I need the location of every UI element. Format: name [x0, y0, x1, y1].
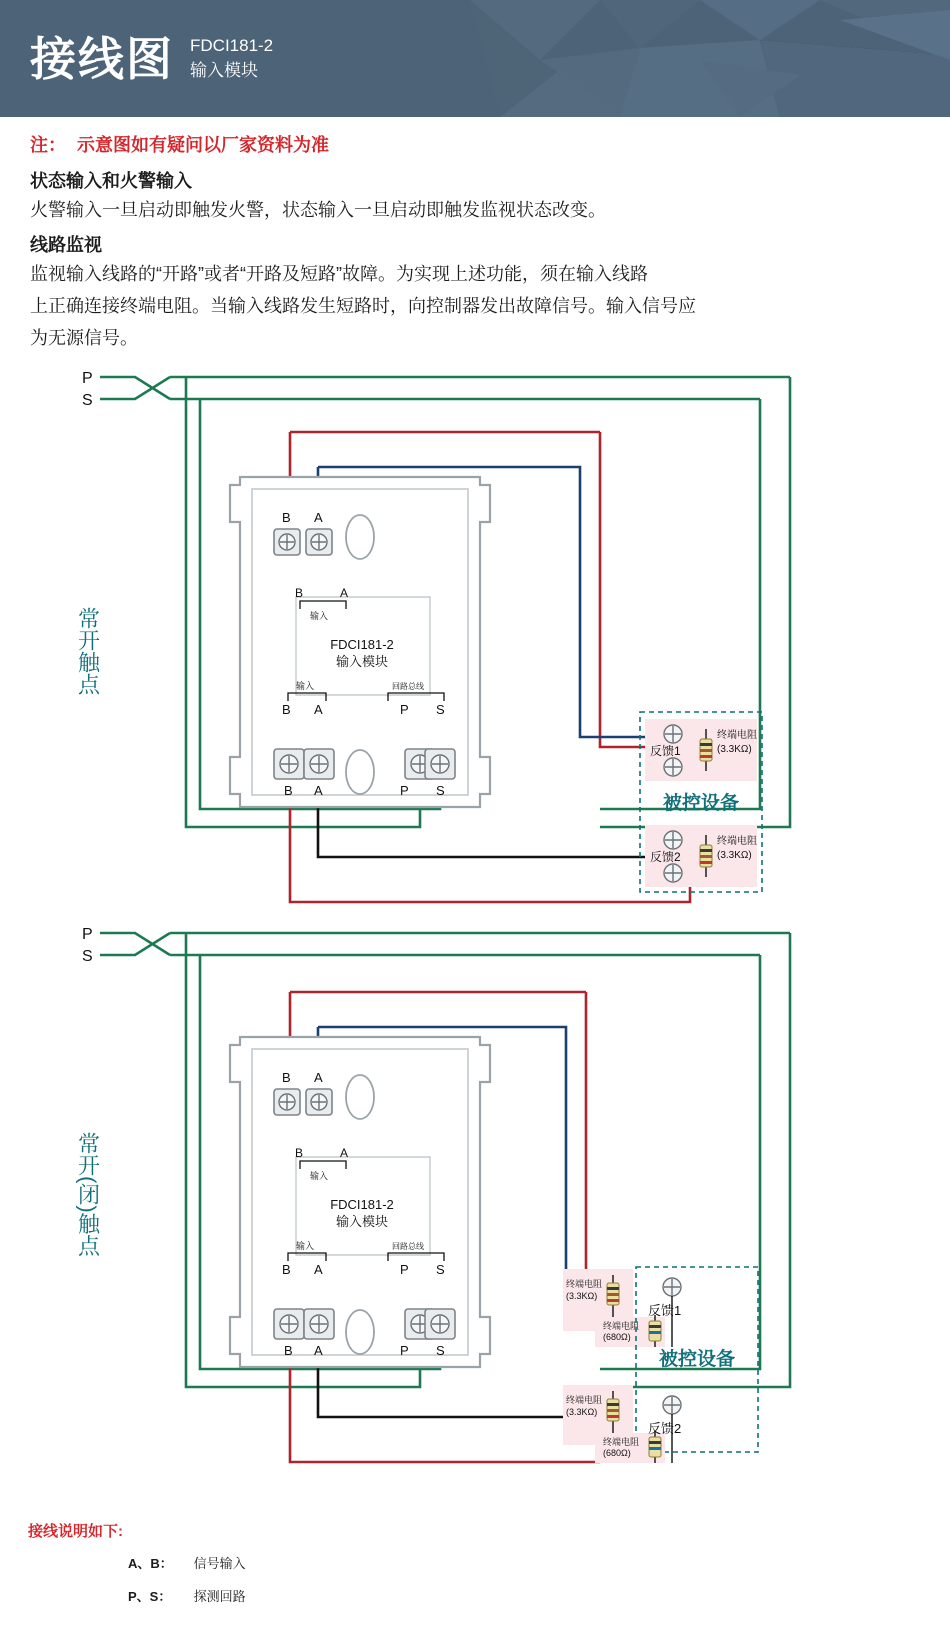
d2-inner-bottom-left-caption: 输入: [296, 1240, 315, 1251]
d2-bottom-terminal-a: A: [314, 1342, 323, 1358]
wiring-legend: [0, 1520, 950, 1629]
d2-device-fb2: 反馈2: [648, 1420, 682, 1436]
d2-inner-top-caption: 输入: [310, 1170, 329, 1181]
d1-device-fb1: 反馈1: [650, 743, 681, 758]
d2-res1-value: (3.3KΩ): [566, 1290, 598, 1301]
d1-side-label: 常开触点: [75, 606, 101, 695]
d2-res3-label: 终端电阻: [566, 1394, 603, 1405]
page-title: 接线图: [30, 32, 174, 85]
d2-top-terminal-b: B: [282, 1069, 291, 1085]
d2-bottom-terminal-b: B: [284, 1342, 293, 1358]
d2-res3-value: (3.3KΩ): [566, 1406, 598, 1417]
d2-device-title: 被控设备: [658, 1348, 736, 1370]
d2-res1-label: 终端电阻: [566, 1278, 603, 1289]
diagram-2-svg: [0, 917, 950, 1477]
d1-bottom-terminal-p: P: [400, 782, 409, 798]
d1-bottom-terminal-b: B: [284, 782, 293, 798]
d2-module-name: FDCI181-2: [330, 1196, 394, 1212]
d1-res1-label: 终端电阻: [717, 729, 757, 741]
d1-inner-top-b: B: [295, 585, 304, 600]
d2-bus-label-s: S: [82, 947, 93, 965]
legend-row-1-key: A、B：: [128, 1556, 173, 1571]
diagram-1-svg: [0, 357, 950, 917]
d1-bus-label-s: S: [82, 391, 93, 409]
d1-module-type: 输入模块: [335, 653, 389, 669]
section2-text-line3: 为无源信号。: [30, 327, 138, 348]
d2-bottom-terminal-s: S: [436, 1342, 445, 1358]
d2-res4-value: (680Ω): [603, 1447, 631, 1458]
intro-text-block: [0, 117, 950, 353]
page-header: [0, 0, 950, 117]
d2-res2-value: (680Ω): [603, 1331, 631, 1342]
section2-text-line2: 上正确连接终端电阻。当输入线路发生短路时，向控制器发出故障信号。输入信号应: [30, 295, 696, 316]
d2-inner-bottom-right-caption: 回路总线: [392, 1241, 424, 1251]
diagram-2: [0, 917, 950, 1477]
d1-bus-label-p: P: [82, 369, 93, 387]
section2-text-line1: 监视输入线路的“开路”或者“开路及短路”故障。为实现上述功能，须在输入线路: [30, 263, 648, 284]
legend-row-1-value: 信号输入: [193, 1556, 246, 1571]
d1-res2-value: (3.3KΩ): [717, 849, 752, 861]
d2-inner-top-b: B: [295, 1145, 304, 1160]
section1-text: 火警输入一旦启动即触发火警，状态输入一旦启动即触发监视状态改变。: [30, 200, 606, 220]
d1-module: [230, 477, 490, 807]
section2-title: 线路监视: [30, 234, 102, 255]
d2-bus-label-p: P: [82, 925, 93, 943]
d1-bottom-terminal-a: A: [314, 782, 323, 798]
d2-inner-top-a: A: [340, 1145, 349, 1160]
legend-row-2-key: P、S：: [128, 1589, 172, 1604]
d1-inner-bottom-right-s: S: [436, 701, 445, 717]
header-model: FDCI181-2: [190, 35, 274, 55]
d1-inner-bottom-right-caption: 回路总线: [392, 681, 424, 691]
d1-bottom-terminal-s: S: [436, 782, 445, 798]
d2-res2-label: 终端电阻: [603, 1320, 640, 1331]
d1-module-name: FDCI181-2: [330, 636, 394, 652]
d2-device-fb1: 反馈1: [648, 1302, 682, 1318]
legend-row-1: [128, 1553, 950, 1572]
d1-res2-label: 终端电阻: [717, 835, 757, 847]
d1-device-title: 被控设备: [662, 792, 740, 814]
diagram-1: [0, 357, 950, 917]
section1-title: 状态输入和火警输入: [30, 171, 192, 191]
d2-top-terminal-a: A: [314, 1069, 323, 1085]
note-label: 注：: [30, 135, 66, 155]
d1-device-fb2: 反馈2: [650, 849, 681, 864]
d1-inner-bottom-right-p: P: [400, 701, 409, 717]
d2-inner-bottom-left-a: A: [314, 1261, 323, 1277]
d1-inner-top-caption: 输入: [310, 610, 329, 621]
header-subtitle: 输入模块: [190, 60, 258, 80]
d2-module: [230, 1037, 490, 1367]
d1-top-terminal-a: A: [314, 509, 323, 525]
d1-inner-bottom-left-a: A: [314, 701, 323, 717]
d1-device: [640, 712, 762, 892]
d2-module-type: 输入模块: [335, 1213, 389, 1229]
disclaimer-note: [30, 131, 920, 157]
d2-bottom-terminal-p: P: [400, 1342, 409, 1358]
d1-top-terminal-b: B: [282, 509, 291, 525]
d1-inner-bottom-left-b: B: [282, 701, 291, 717]
d2-inner-bottom-left-b: B: [282, 1261, 291, 1277]
d2-device: [563, 1267, 758, 1463]
d1-inner-bottom-left-caption: 输入: [296, 680, 315, 691]
d2-res4-label: 终端电阻: [603, 1436, 640, 1447]
note-text: 示意图如有疑问以厂家资料为准: [77, 135, 330, 155]
legend-row-2: [128, 1586, 950, 1605]
d1-inner-top-a: A: [340, 585, 349, 600]
legend-row-2-value: 探测回路: [193, 1589, 246, 1604]
d2-inner-bottom-right-s: S: [436, 1261, 445, 1277]
d2-side-label: 常开(闭)触点: [75, 1131, 101, 1257]
d1-res1-value: (3.3KΩ): [717, 743, 752, 755]
legend-title: 接线说明如下:: [28, 1523, 123, 1540]
d2-inner-bottom-right-p: P: [400, 1261, 409, 1277]
